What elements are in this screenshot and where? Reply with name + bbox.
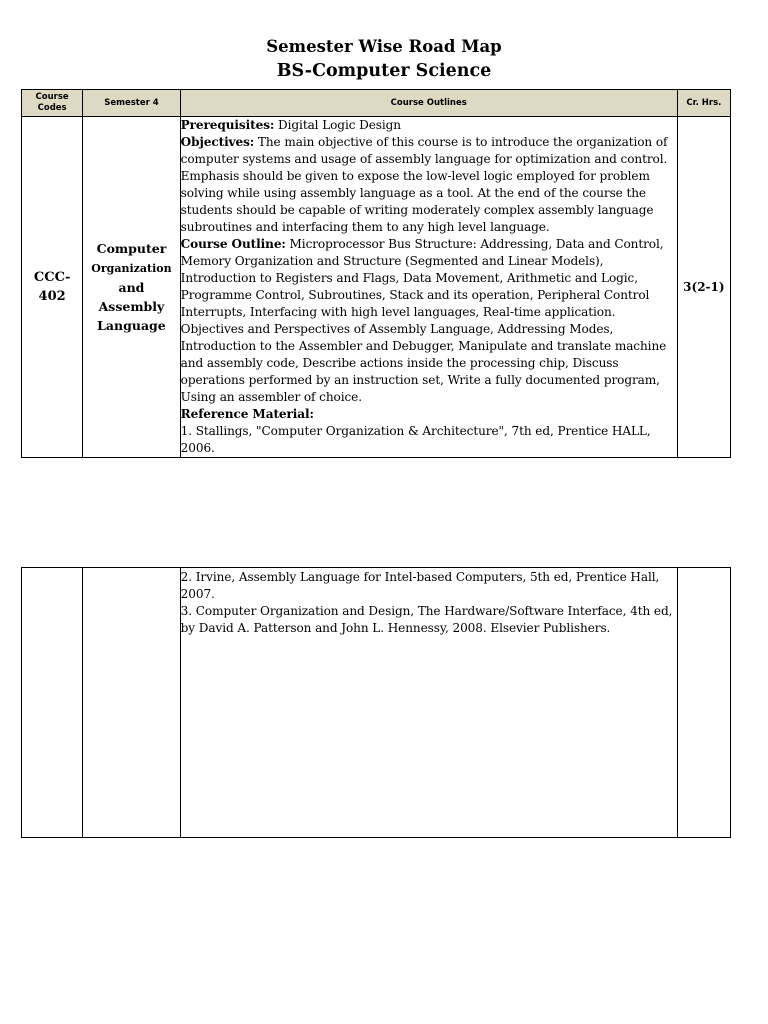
course-code-line: CCC- [33,270,71,285]
column-header-credit-hours: Cr. Hrs. [677,90,730,117]
course-title-line: Assembly [98,299,165,314]
prerequisites-text: Digital Logic Design [274,118,401,132]
column-header-semester: Semester 4 [83,90,180,117]
course-outline-cell [180,117,677,458]
document-subtitle: BS-Computer Science [276,61,492,81]
empty-cell [677,568,730,838]
reference-material-label: Reference Material: [180,407,314,421]
credit-hours: 3(2-1) [677,117,730,458]
course-outline-label: Course Outline: [180,237,286,251]
objectives-label: Objectives: [180,135,255,149]
course-outline [181,236,677,406]
course-title-line: Language [97,318,166,333]
prerequisites [181,117,677,134]
objectives [181,134,677,236]
course-table-continued [21,567,731,838]
table-header-row [22,90,731,117]
reference-material [181,406,677,423]
course-code [22,117,83,458]
table-row [22,568,731,838]
prerequisites-label: Prerequisites: [180,118,275,132]
reference-item: 2. Irvine, Assembly Language for Intel-based Computers, 5th ed, Prentice Hall, 2007. [180,570,660,601]
course-table [21,89,731,458]
objectives-text: The main objective of this course is to introduce the organization of computer systems and usage of assembly language for optimization and control. Emphasis should be given to expose the low-level logic employed for problem solving while using assembly language as a tool. At the end of the course the students should be capable of writing moderately complex assembly language subroutines and interfacing them to any high level language. [180,135,668,234]
course-code-line: 402 [38,289,66,304]
course-title-line: and [118,280,145,295]
document-title: Semester Wise Road Map [266,37,502,56]
course-title [83,117,180,458]
reference-item: 1. Stallings, "Computer Organization & Architecture", 7th ed, Prentice HALL, 2006. [180,424,651,455]
column-header-course-codes: Course Codes [22,90,83,117]
course-outline-cell [180,568,677,838]
reference-item: 3. Computer Organization and Design, The Hardware/Software Interface, 4th ed, by David A. Patterson and John L. Hennessy, 2008. Elsevier Publishers. [180,604,673,635]
course-title-line: Computer [96,241,167,256]
table-row [22,117,731,458]
empty-cell [83,568,180,838]
course-title-line: Organization [91,262,172,275]
column-header-course-outlines: Course Outlines [180,90,677,117]
empty-cell [22,568,83,838]
course-outline-text: Microprocessor Bus Structure: Addressing, Data and Control, Memory Organization and Structure (Segmented and Linear Models), Introduction to Registers and Flags, Data Movement, Arithmetic and Logic, Programme Control, Subroutines, Stack and its operation, Peripheral Control Interrupts, Interfacing with high level languages, Real-time application. Objectives and Perspectives of Assembly Language, Addressing Modes, Introduction to the Assembler and Debugger, Manipulate and translate machine and assembly code, Describe actions inside the processing chip, Discuss operations performed by an instruction set, Write a fully documented program, Using an assembler of choice. [180,237,667,404]
